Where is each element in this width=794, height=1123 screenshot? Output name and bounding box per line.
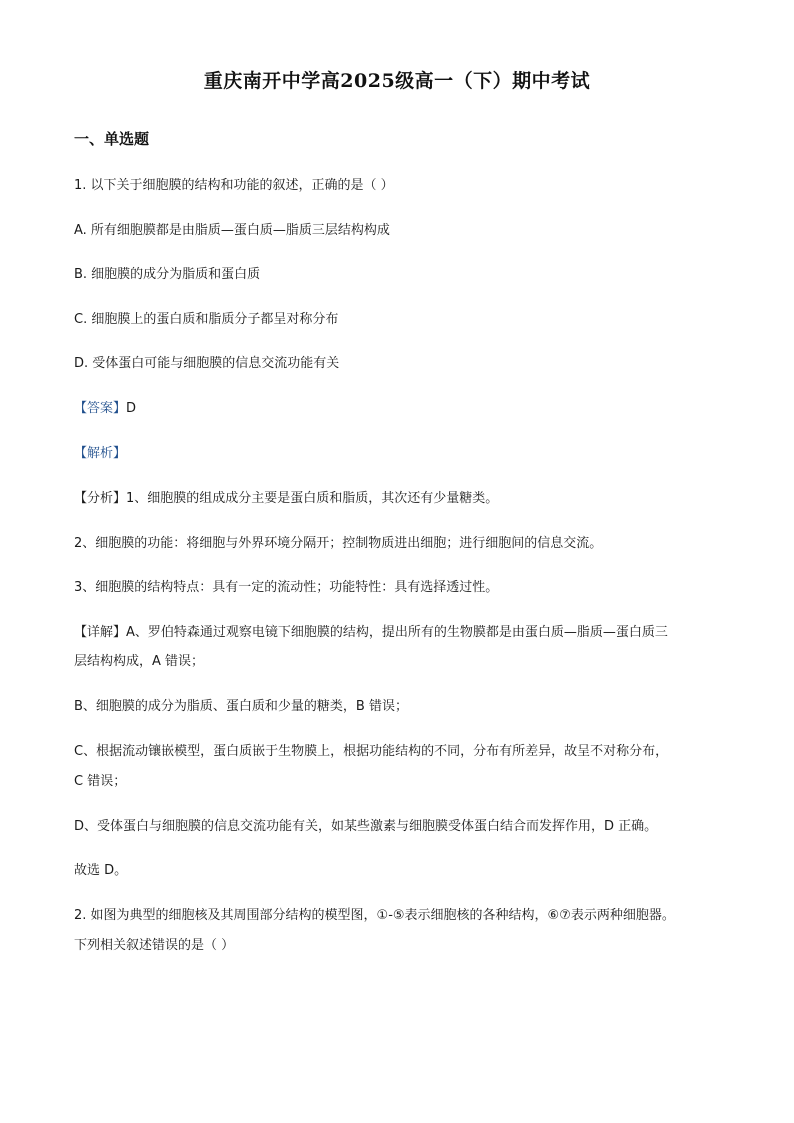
- exam-title: 重庆南开中学高2025级高一（下）期中考试: [203, 70, 591, 92]
- xiangjie-tag: 【详解】: [74, 625, 127, 640]
- question-1-stem: 1. 以下关于细胞膜的结构和功能的叙述，正确的是（ ）: [74, 178, 394, 193]
- question-1-option-b: B. 细胞膜的成分为脂质和蛋白质: [74, 267, 261, 282]
- answer-tag: 【答案】: [74, 401, 127, 416]
- xiangjie-text-a1: A、罗伯特森通过观察电镜下细胞膜的结构，提出所有的生物膜都是由蛋白质—脂质—蛋白质三: [126, 625, 668, 640]
- xiangjie-line-c1: C、根据流动镶嵌模型，蛋白质嵌于生物膜上，根据功能结构的不同，分布有所差异，故呈不对称分布，: [74, 744, 669, 759]
- section-heading: 一、单选题: [74, 130, 150, 148]
- xiangjie-line-c2: C 错误；: [74, 774, 127, 789]
- fenxi-line-3: 3、细胞膜的结构特点：具有一定的流动性；功能特性：具有选择透过性。: [74, 580, 499, 595]
- fenxi-line-2: 2、细胞膜的功能：将细胞与外界环境分隔开；控制物质进出细胞；进行细胞间的信息交流。: [74, 536, 603, 551]
- analysis-heading: [74, 444, 126, 464]
- conclusion-line: 故选 D。: [74, 863, 128, 878]
- question-1-option-a: A. 所有细胞膜都是由脂质—蛋白质—脂质三层结构构成: [74, 223, 390, 238]
- question-1-option-c: C. 细胞膜上的蛋白质和脂质分子都呈对称分布: [74, 312, 339, 327]
- xiangjie-line-d: D、受体蛋白与细胞膜的信息交流功能有关，如某些激素与细胞膜受体蛋白结合而发挥作用，D 正确。: [74, 819, 658, 834]
- fenxi-text-1: 1、细胞膜的组成成分主要是蛋白质和脂质，其次还有少量糖类。: [126, 491, 499, 506]
- question-2-stem-2: 下列相关叙述错误的是（ ）: [74, 938, 235, 953]
- answer-value: D: [126, 401, 137, 416]
- fenxi-tag: 【分析】: [74, 491, 127, 506]
- analysis-tag: 【解析】: [74, 446, 127, 461]
- fenxi-line-1: [74, 489, 498, 509]
- xiangjie-line-a2: 层结构构成，A 错误；: [74, 654, 205, 669]
- question-1-option-d: D. 受体蛋白可能与细胞膜的信息交流功能有关: [74, 356, 340, 371]
- answer-line: [74, 399, 136, 419]
- xiangjie-line-b: B、细胞膜的成分为脂质、蛋白质和少量的糖类，B 错误；: [74, 699, 408, 714]
- question-2-stem-1: 2. 如图为典型的细胞核及其周围部分结构的模型图，①-⑤表示细胞核的各种结构，⑥⑦表示两种细胞器。: [74, 908, 675, 923]
- xiangjie-line-a1: [74, 623, 668, 643]
